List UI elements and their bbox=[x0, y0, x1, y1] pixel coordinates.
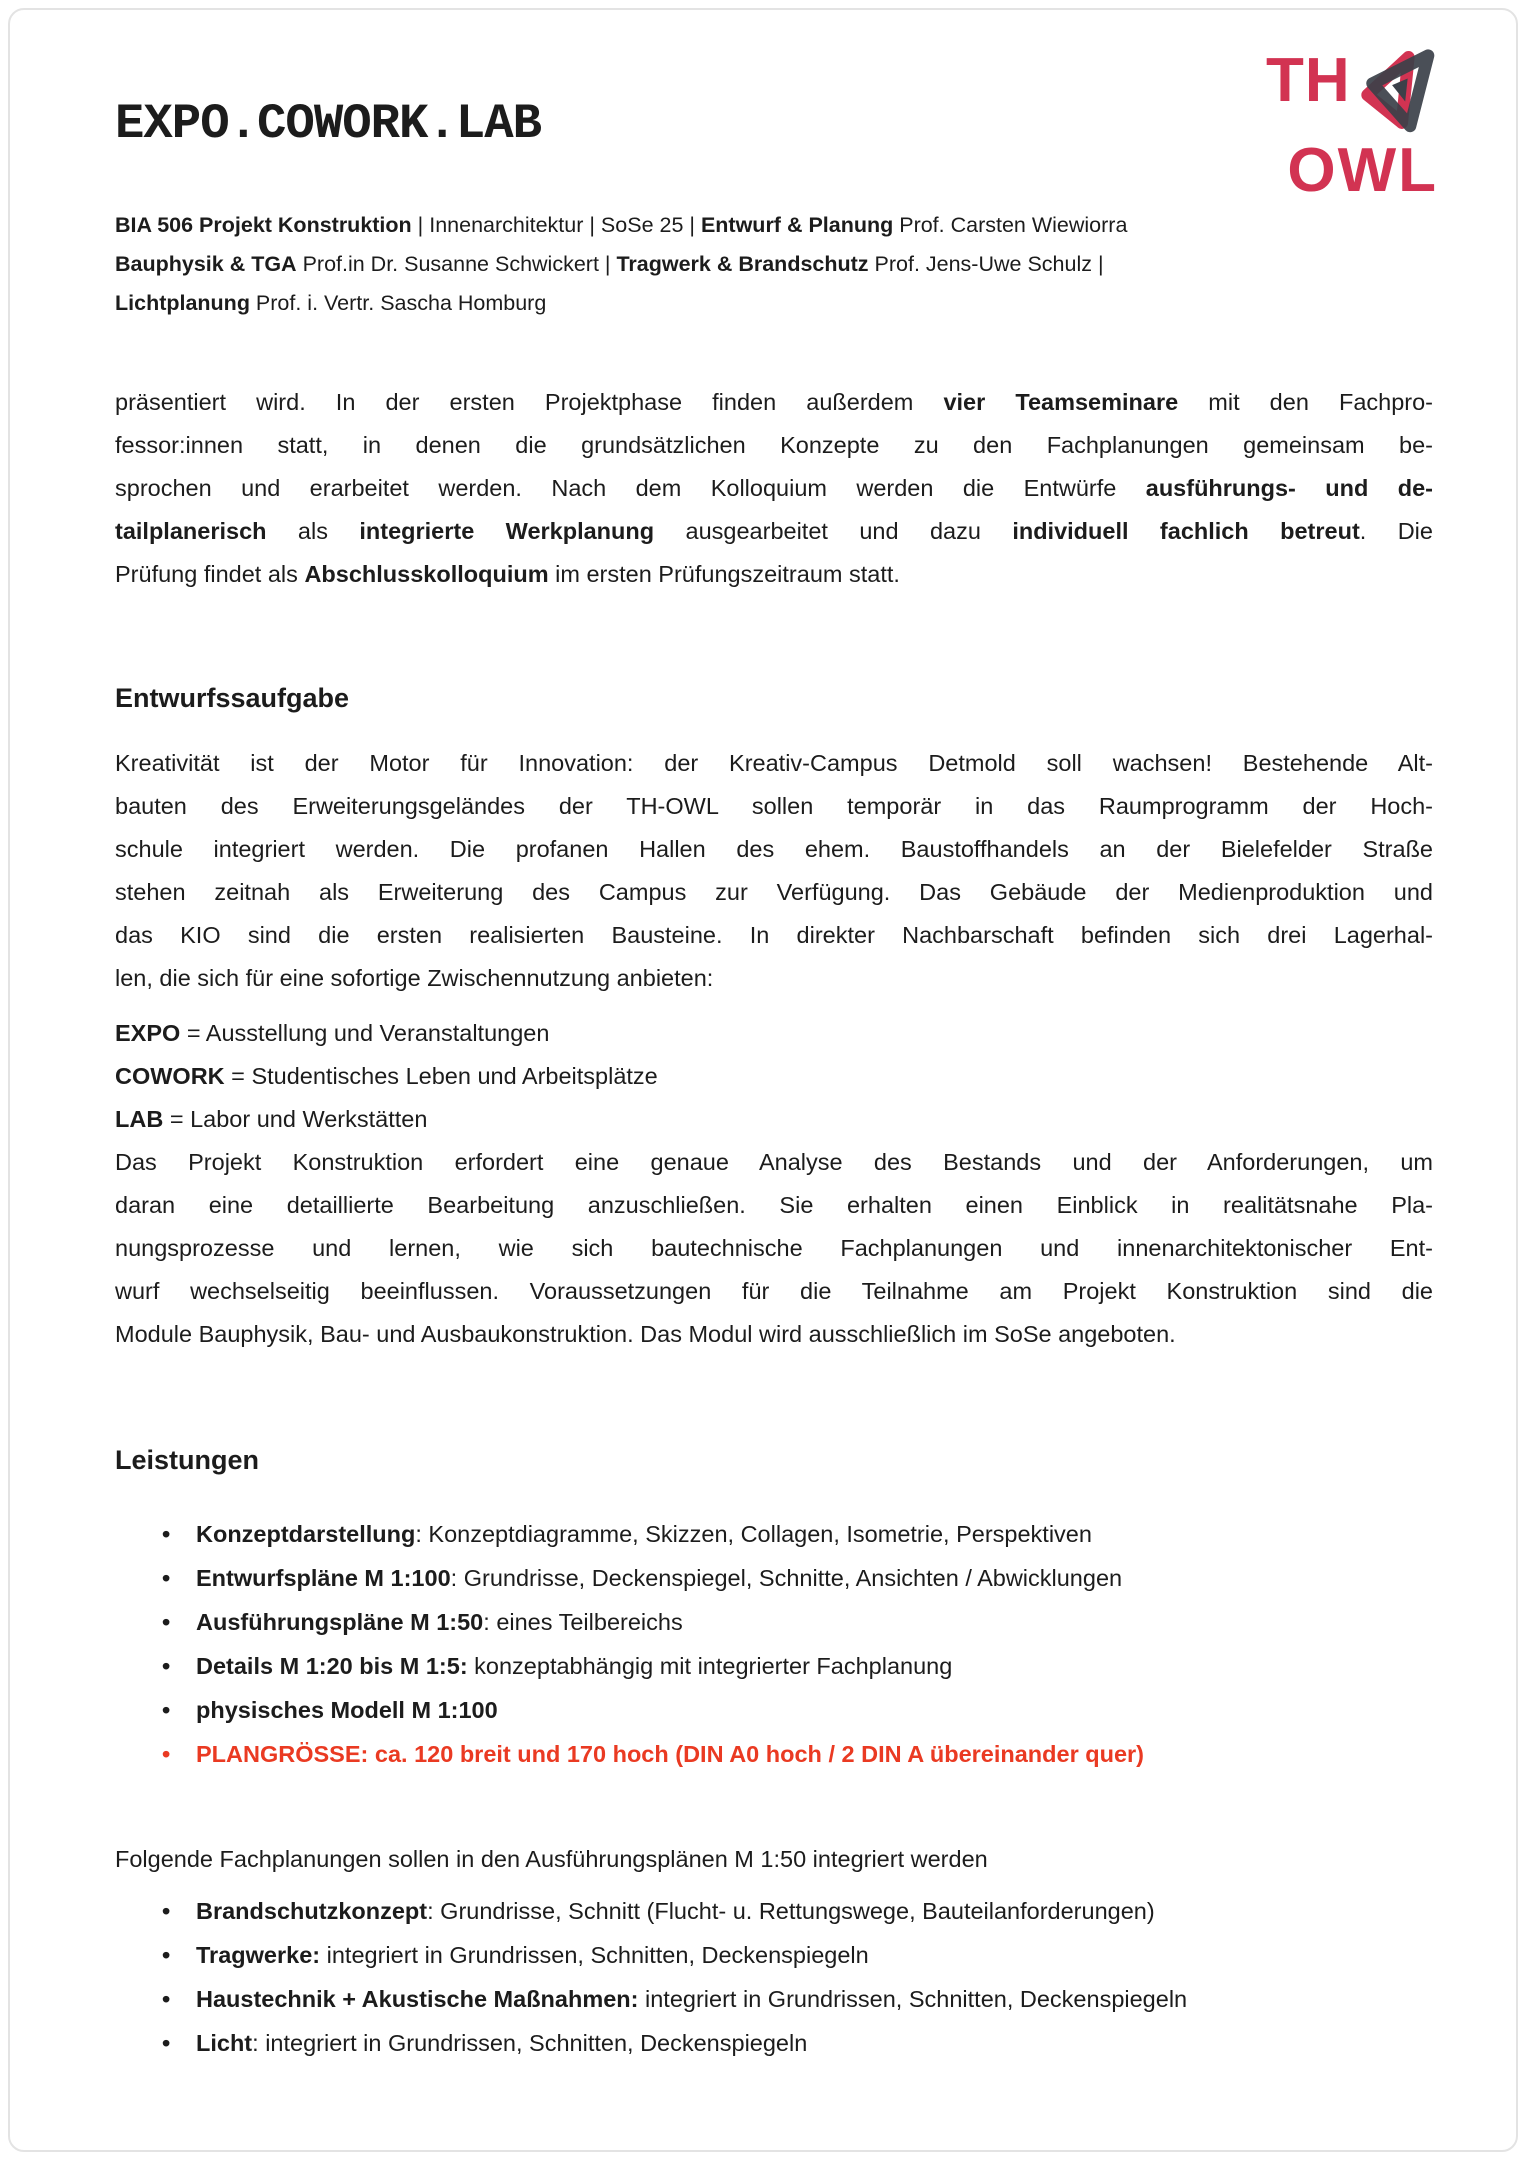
text-run: Prof. i. Vertr. Sascha Homburg bbox=[249, 291, 547, 315]
text-run: Das Projekt Konstruktion erfordert eine genaue Analyse des Bestands und der Anforderungen, um bbox=[115, 1149, 1433, 1175]
text-run: daran eine detaillierte Bearbeitung anzuschließen. Sie erhalten einen Einblick in realitätsnahe Pla- bbox=[115, 1192, 1433, 1218]
fachplanungen-intro bbox=[115, 1838, 1433, 1881]
text-run: als bbox=[266, 518, 360, 544]
text-run: das KIO sind die ersten realisierten Bausteine. In direkter Nachbarschaft befinden sich drei Lagerhal- bbox=[115, 922, 1433, 948]
text-run: Ausführungspläne M 1:50 bbox=[196, 1609, 484, 1635]
text-run: ausgearbeitet und dazu bbox=[654, 518, 1013, 544]
text-run: : integriert in Grundrissen, Schnitten, Deckenspiegeln bbox=[252, 2030, 808, 2056]
leistungen-bullet-list bbox=[115, 1512, 1433, 1776]
paragraph-line bbox=[115, 381, 1433, 424]
text-run: Lichtplanung bbox=[115, 291, 250, 315]
logo-th-text: TH bbox=[1266, 46, 1351, 115]
text-run: Licht bbox=[196, 2030, 253, 2056]
text-run: ausführungs- und de- bbox=[1145, 475, 1433, 501]
text-run: integriert in Grundrissen, Schnitten, Deckenspiegeln bbox=[638, 1986, 1188, 2012]
text-run: Details M 1:20 bis M 1:5: bbox=[196, 1653, 468, 1679]
text-run: nungsprozesse und lernen, wie sich bautechnische Fachplanungen und innenarchitektonischer Ent- bbox=[115, 1235, 1433, 1261]
text-run: Abschlusskolloquium bbox=[304, 561, 549, 587]
paragraph-line bbox=[115, 785, 1433, 828]
text-run: BIA 506 Projekt Konstruktion bbox=[115, 213, 412, 237]
text-run: integrierte Werkplanung bbox=[359, 518, 655, 544]
paragraph-line bbox=[115, 1270, 1433, 1313]
text-run: Konzeptdarstellung bbox=[196, 1521, 416, 1547]
text-run: Tragwerke: bbox=[196, 1942, 321, 1968]
document-content bbox=[115, 10, 1433, 2065]
document-body bbox=[115, 381, 1433, 2065]
definitions-list bbox=[115, 1012, 1433, 1141]
course-line bbox=[115, 284, 1433, 323]
text-run: konzeptabhängig mit integrierter Fachplanung bbox=[467, 1653, 953, 1679]
paragraph-line bbox=[115, 1055, 1433, 1098]
text-run: vier Teamseminare bbox=[943, 389, 1179, 415]
text-run: im ersten Prüfungszeitraum statt. bbox=[548, 561, 900, 587]
course-line bbox=[115, 206, 1433, 245]
text-run: : Grundrisse, Deckenspiegel, Schnitte, Ansichten / Abwicklungen bbox=[450, 1565, 1123, 1591]
document-page bbox=[8, 8, 1518, 2152]
paragraph-line bbox=[115, 914, 1433, 957]
text-run: Haustechnik + Akustische Maßnahmen: bbox=[196, 1986, 639, 2012]
text-run: sprochen und erarbeitet werden. Nach dem Kolloquium werden die Entwürfe bbox=[115, 475, 1146, 501]
text-run: . Die bbox=[1359, 518, 1433, 544]
text-run: Brandschutzkonzept bbox=[196, 1898, 428, 1924]
paragraph-line bbox=[115, 1098, 1433, 1141]
bullet-item bbox=[115, 1600, 1433, 1644]
bullet-item bbox=[115, 1688, 1433, 1732]
text-run: Kreativität ist der Motor für Innovation: der Kreativ-Campus Detmold soll wachsen! Bestehende Alt- bbox=[115, 750, 1433, 776]
bullet-item bbox=[115, 1977, 1433, 2021]
text-run: bauten des Erweiterungsgeländes der TH-OWL sollen temporär in das Raumprogramm der Hoch- bbox=[115, 793, 1433, 819]
text-run: Entwurf & Planung bbox=[700, 213, 894, 237]
text-run: Prof. Jens-Uwe Schulz | bbox=[868, 252, 1104, 276]
bullet-item bbox=[115, 1933, 1433, 1977]
text-run: tailplanerisch bbox=[115, 518, 267, 544]
text-run: : Grundrisse, Schnitt (Flucht- u. Rettungswege, Bauteilanforderungen) bbox=[427, 1898, 1155, 1924]
bullet-item bbox=[115, 1644, 1433, 1688]
text-run: integriert in Grundrissen, Schnitten, Deckenspiegeln bbox=[320, 1942, 869, 1968]
text-run: Bauphysik & TGA bbox=[115, 252, 297, 276]
text-run: EXPO bbox=[115, 1020, 181, 1046]
text-run: mit den Fachpro- bbox=[1178, 389, 1434, 415]
bullet-item bbox=[115, 1732, 1433, 1776]
bullet-item bbox=[115, 1512, 1433, 1556]
intro-paragraph bbox=[115, 381, 1433, 596]
text-run: fessor:innen statt, in denen die grundsätzlichen Konzepte zu den Fachplanungen gemeinsam be- bbox=[115, 432, 1433, 458]
entwurfsaufgabe-paragraph bbox=[115, 742, 1433, 1000]
paragraph-line bbox=[115, 467, 1433, 510]
paragraph-line bbox=[115, 1313, 1433, 1356]
text-run: : eines Teilbereichs bbox=[483, 1609, 683, 1635]
projekt-paragraph bbox=[115, 1141, 1433, 1356]
text-run: präsentiert wird. In der ersten Projektphase finden außerdem bbox=[115, 389, 944, 415]
text-run: | Innenarchitektur | SoSe 25 | bbox=[411, 213, 701, 237]
text-run: = Studentisches Leben und Arbeitsplätze bbox=[224, 1063, 658, 1089]
paragraph-line bbox=[115, 1141, 1433, 1184]
text-run: Module Bauphysik, Bau- und Ausbaukonstruktion. Das Modul wird ausschließlich im SoSe angeboten. bbox=[115, 1321, 1176, 1347]
text-run: Folgende Fachplanungen sollen in den Ausführungsplänen M 1:50 integriert werden bbox=[115, 1846, 988, 1872]
text-run: Prof.in Dr. Susanne Schwickert | bbox=[296, 252, 617, 276]
logo-owl-text: OWL bbox=[1287, 136, 1438, 205]
text-run: stehen zeitnah als Erweiterung des Campus zur Verfügung. Das Gebäude der Medienproduktion und bbox=[115, 879, 1433, 905]
text-run: physisches Modell M 1:100 bbox=[196, 1697, 498, 1723]
doc-title: EXPO.COWORK.LAB bbox=[115, 96, 542, 152]
text-run: individuell fachlich betreut bbox=[1012, 518, 1360, 544]
text-run: Prüfung findet als bbox=[115, 561, 305, 587]
paragraph-line bbox=[115, 742, 1433, 785]
text-run: PLANGRÖSSE: ca. 120 breit und 170 hoch (DIN A0 hoch / 2 DIN A übereinander quer) bbox=[196, 1741, 1145, 1767]
paragraph-line bbox=[115, 1184, 1433, 1227]
bullet-item bbox=[115, 2021, 1433, 2065]
paragraph-line bbox=[115, 1227, 1433, 1270]
paragraph-line bbox=[115, 1838, 1433, 1881]
paragraph-line bbox=[115, 957, 1433, 1000]
text-run: = Labor und Werkstätten bbox=[163, 1106, 428, 1132]
fachplanungen-bullet-list bbox=[115, 1889, 1433, 2065]
paragraph-line bbox=[115, 1012, 1433, 1055]
paragraph-line bbox=[115, 510, 1433, 553]
bullet-item bbox=[115, 1889, 1433, 1933]
course-line bbox=[115, 245, 1433, 284]
text-run: wurf wechselseitig beeinflussen. Voraussetzungen für die Teilnahme am Projekt Konstruktion sind die bbox=[115, 1278, 1433, 1304]
bullet-item bbox=[115, 1556, 1433, 1600]
text-run: Entwurfspläne M 1:100 bbox=[196, 1565, 451, 1591]
leistungen-heading: Leistungen bbox=[115, 1445, 260, 1475]
text-run: = Ausstellung und Veranstaltungen bbox=[180, 1020, 550, 1046]
text-run: len, die sich für eine sofortige Zwischennutzung anbieten: bbox=[115, 965, 714, 991]
paragraph-line bbox=[115, 424, 1433, 467]
text-run: : Konzeptdiagramme, Skizzen, Collagen, Isometrie, Perspektiven bbox=[415, 1521, 1092, 1547]
entwurfsaufgabe-heading: Entwurfssaufgabe bbox=[115, 683, 350, 713]
text-run: schule integriert werden. Die profanen Hallen des ehem. Baustoffhandels an der Bielefelder Straße bbox=[115, 836, 1433, 862]
text-run: Prof. Carsten Wiewiorra bbox=[893, 213, 1128, 237]
text-run: Tragwerk & Brandschutz bbox=[616, 252, 869, 276]
paragraph-line bbox=[115, 553, 1433, 596]
text-run: LAB bbox=[115, 1106, 164, 1132]
text-run: COWORK bbox=[115, 1063, 225, 1089]
paragraph-line bbox=[115, 828, 1433, 871]
paragraph-line bbox=[115, 871, 1433, 914]
course-info bbox=[115, 206, 1433, 323]
